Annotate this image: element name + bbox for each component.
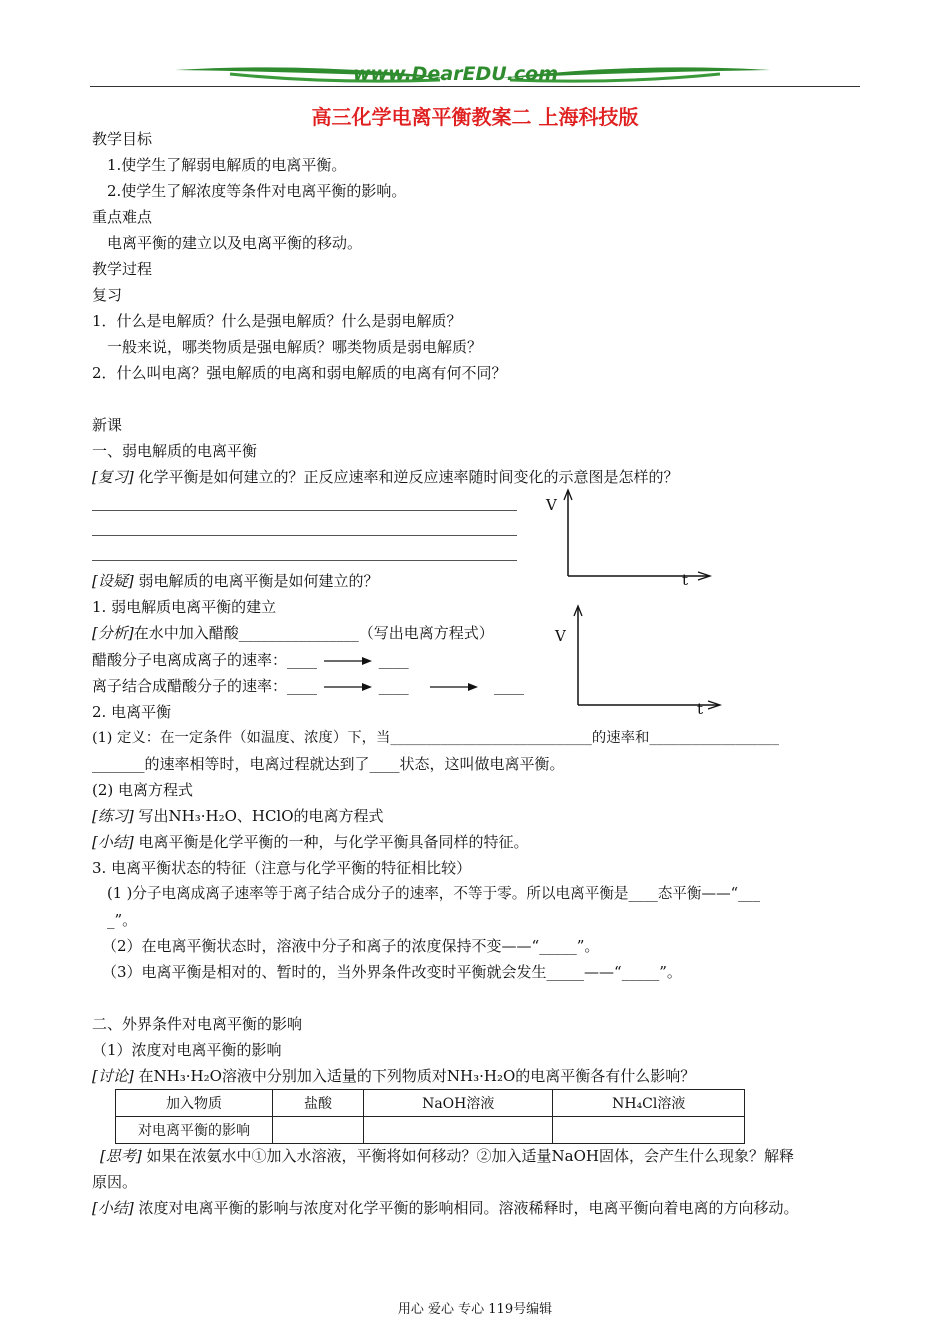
doubt-text: 弱电解质的电离平衡是如何建立的？ (138, 572, 379, 590)
answer-line-2 (92, 535, 517, 536)
review-prompt (92, 467, 679, 487)
key-heading: 重点难点 (92, 208, 153, 226)
feature-2: （2）在电离平衡状态时，溶液中分子和离子的浓度保持不变——“_____”。 (102, 937, 600, 955)
table-answer-cell[interactable] (364, 1117, 553, 1144)
graph2-y-label: V (555, 627, 566, 645)
rate2-mid: ____ (378, 677, 409, 695)
table-header-cell: NaOH溶液 (364, 1090, 553, 1117)
s1-heading: 1. 弱电解质电离平衡的建立 (92, 598, 277, 616)
header-rule (90, 86, 860, 87)
feature-1a: (1 )分子电离成离子速率等于离子结合成分子的速率，不等于零。所以电离平衡是____态平衡——“___ (107, 885, 761, 902)
rate2-end: ____ (493, 677, 524, 695)
part1-heading: 一、弱电解质的电离平衡 (92, 442, 258, 460)
think-line-2: 原因。 (92, 1173, 138, 1191)
table-row (116, 1090, 745, 1117)
analysis-text: 在水中加入醋酸________________（写出电离方程式） (133, 624, 494, 642)
review-prompt-text: 化学平衡是如何建立的？正反应速率和逆反应速率随时间变化的示意图是怎样的？ (138, 468, 679, 486)
goals-heading: 教学目标 (92, 130, 153, 148)
feature-1b: _”。 (107, 911, 138, 929)
equation-heading: (2) 电离方程式 (92, 781, 194, 799)
summary-tag: [小结] (92, 833, 134, 851)
summary2-line (92, 1198, 799, 1218)
definition-line-1: (1) 定义：在一定条件（如温度、浓度）下，当____________________________的速率和__________________ (92, 730, 779, 746)
rate-2 (92, 676, 524, 696)
think-tag: [思考] (100, 1147, 142, 1165)
review-heading: 复习 (92, 286, 123, 304)
new-heading: 新课 (92, 416, 123, 434)
table-header-cell: 盐酸 (273, 1090, 364, 1117)
rate1-end: ____ (378, 651, 409, 669)
think-text: 如果在浓氨水中①加入水溶液，平衡将如何移动？②加入适量NaOH固体，会产生什么现象？解释 (146, 1147, 794, 1165)
graph1-y-label: V (546, 496, 557, 514)
s3-heading: 3. 电离平衡状态的特征（注意与化学平衡的特征相比较） (92, 859, 472, 877)
answer-line-3 (92, 560, 517, 561)
discuss-tag: [讨论] (92, 1067, 134, 1085)
arrow-icon (428, 682, 480, 692)
s2-heading: 2. 电离平衡 (92, 703, 172, 721)
rate-1 (92, 650, 409, 670)
table-answer-cell[interactable] (273, 1117, 364, 1144)
summary2-tag: [小结] (92, 1199, 134, 1217)
graph1-x-label: t (682, 571, 689, 589)
concentration-heading: （1）浓度对电离平衡的影响 (92, 1041, 282, 1059)
rate2-label: 离子结合成醋酸分子的速率：____ (92, 677, 318, 695)
think-line (100, 1146, 794, 1166)
practice-tag: [练习] (92, 807, 134, 825)
summary-text: 电离平衡是化学平衡的一种，与化学平衡具备同样的特征。 (138, 833, 529, 851)
review-tag: [复习] (92, 468, 134, 486)
review-q1b: 一般来说，哪类物质是强电解质？哪类物质是弱电解质？ (107, 338, 483, 356)
page-footer: 用心 爱心 专心 119号编辑 (397, 1302, 553, 1317)
table-row (116, 1117, 745, 1144)
table-header-cell: 加入物质 (116, 1090, 273, 1117)
part2-heading: 二、外界条件对电离平衡的影响 (92, 1015, 303, 1033)
process-heading: 教学过程 (92, 260, 153, 278)
feature-3: （3）电离平衡是相对的、暂时的，当外界条件改变时平衡就会发生_____——“_____”。 (102, 963, 682, 981)
key-text: 电离平衡的建立以及电离平衡的移动。 (107, 234, 363, 252)
page-title: 高三化学电离平衡教案二 上海科技版 (311, 105, 639, 129)
table-answer-cell[interactable] (553, 1117, 745, 1144)
analysis-line (92, 623, 494, 643)
table-header-cell: NH₄Cl溶液 (553, 1090, 745, 1117)
definition-line-2: _______的速率相等时，电离过程就达到了____状态，这叫做电离平衡。 (92, 755, 565, 773)
review-q2: 2．什么叫电离？强电解质的电离和弱电解质的电离有何不同？ (92, 364, 507, 382)
effect-table (115, 1089, 745, 1144)
analysis-tag: [分析] (92, 624, 134, 642)
doubt-prompt (92, 571, 379, 591)
rate-time-graph-1 (540, 488, 720, 588)
practice-line (92, 806, 384, 826)
review-q1: 1．什么是电解质？什么是强电解质？什么是弱电解质？ (92, 312, 462, 330)
site-url[interactable]: www.DearEDU.com (353, 63, 559, 85)
goal-2: 2.使学生了解浓度等条件对电离平衡的影响。 (107, 182, 407, 200)
practice-text: 写出NH₃·H₂O、HClO的电离方程式 (138, 807, 384, 825)
doubt-tag: [设疑] (92, 572, 134, 590)
graph2-x-label: t (697, 700, 704, 718)
rate1-label: 醋酸分子电离成离子的速率：____ (92, 651, 318, 669)
summary-line (92, 832, 529, 852)
discuss-text: 在NH₃·H₂O溶液中分别加入适量的下列物质对NH₃·H₂O的电离平衡各有什么影响？ (138, 1067, 696, 1085)
summary2-text: 浓度对电离平衡的影响与浓度对化学平衡的影响相同。溶液稀释时，电离平衡向着电离的方向移动。 (138, 1199, 799, 1217)
table-row-label: 对电离平衡的影响 (116, 1117, 273, 1144)
answer-line-1 (92, 510, 517, 511)
rate-time-graph-2 (550, 604, 730, 718)
arrow-icon (322, 656, 374, 666)
discuss-line (92, 1066, 695, 1086)
arrow-icon (322, 682, 374, 692)
goal-1: 1.使学生了解弱电解质的电离平衡。 (107, 156, 347, 174)
